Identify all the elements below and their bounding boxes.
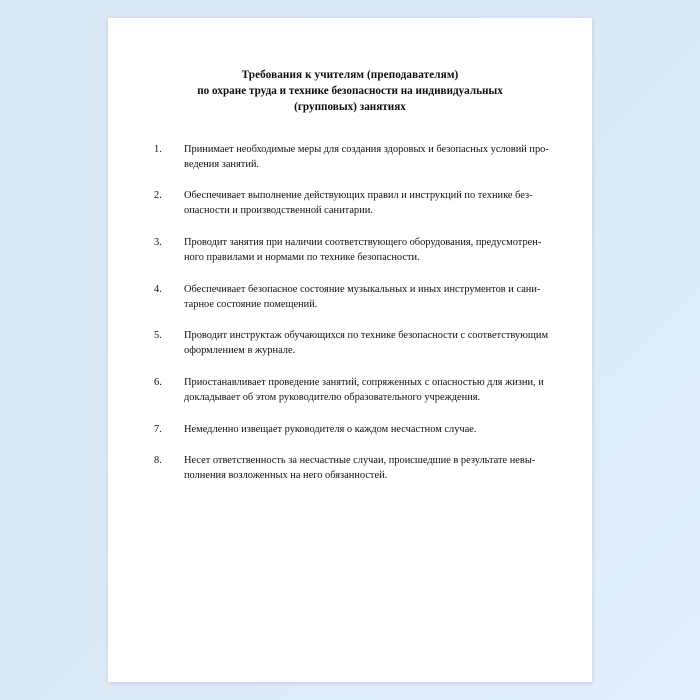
list-item-number: 1. (154, 143, 162, 155)
list-item-line: тарное состояние помещений. (184, 298, 318, 310)
list-item-text (184, 282, 548, 312)
list-item-text (184, 375, 548, 405)
requirements-list (152, 142, 548, 484)
list-item-line: полнения возложенных на него обязанностей. (184, 470, 388, 482)
list-item (152, 453, 548, 483)
list-item-line: Несет ответственность за несчастные случаи, происшедшие в результате невы- (184, 455, 536, 467)
page-title (152, 68, 548, 116)
page-title-line-3: (групповых) занятиях (294, 100, 406, 113)
list-item (152, 282, 548, 312)
list-item-text (184, 142, 549, 172)
document-page (108, 18, 592, 682)
list-item (152, 235, 548, 265)
list-item-text (184, 422, 548, 437)
list-item-text (184, 453, 548, 483)
list-item-line: ведения занятий. (184, 158, 260, 170)
list-item (152, 142, 548, 172)
list-item-number: 7. (154, 423, 162, 435)
list-item-number: 2. (154, 190, 162, 202)
list-item-line: Обеспечивает безопасное состояние музыкальных и иных инструментов и сани- (184, 283, 541, 295)
list-item (152, 422, 548, 437)
list-item-line: ного правилами и нормами по технике безопасности. (184, 252, 420, 264)
list-item-line: докладывает об этом руководителю образовательного учреждения. (184, 392, 481, 404)
list-item-line: оформлением в журнале. (184, 345, 296, 357)
list-item-line: Приостанавливает проведение занятий, сопряженных с опасностью для жизни, и (184, 377, 544, 388)
list-item-line: Немедленно извещает руководителя о каждом несчастном случае. (184, 423, 477, 435)
list-item-line: Принимает необходимые меры для создания здоровых и безопасных условий про- (184, 143, 549, 155)
list-item-line: опасности и производственной санитарии. (184, 205, 373, 217)
list-item-line: Обеспечивает выполнение действующих правил и инструкций по технике без- (184, 190, 533, 202)
list-item-text (184, 235, 548, 265)
page-title-line-1: Требования к учителям (преподавателям) (241, 69, 459, 81)
list-item-text (184, 328, 548, 358)
list-item (152, 328, 548, 358)
list-item-line: Проводит инструктаж обучающихся по технике безопасности с соответствующим (184, 330, 549, 342)
list-item (152, 188, 548, 218)
list-item-line: Проводит занятия при наличии соответствующего оборудования, предусмотрен- (184, 237, 542, 249)
list-item-number: 3. (154, 237, 162, 249)
list-item-text (184, 188, 548, 218)
list-item-number: 5. (154, 330, 162, 342)
document-body (108, 18, 592, 483)
list-item-number: 8. (154, 455, 162, 467)
list-item-number: 4. (154, 283, 162, 295)
page-title-line-2: по охране труда и технике безопасности на индивидуальных (197, 84, 503, 97)
list-item-number: 6. (154, 377, 162, 388)
list-item (152, 375, 548, 405)
